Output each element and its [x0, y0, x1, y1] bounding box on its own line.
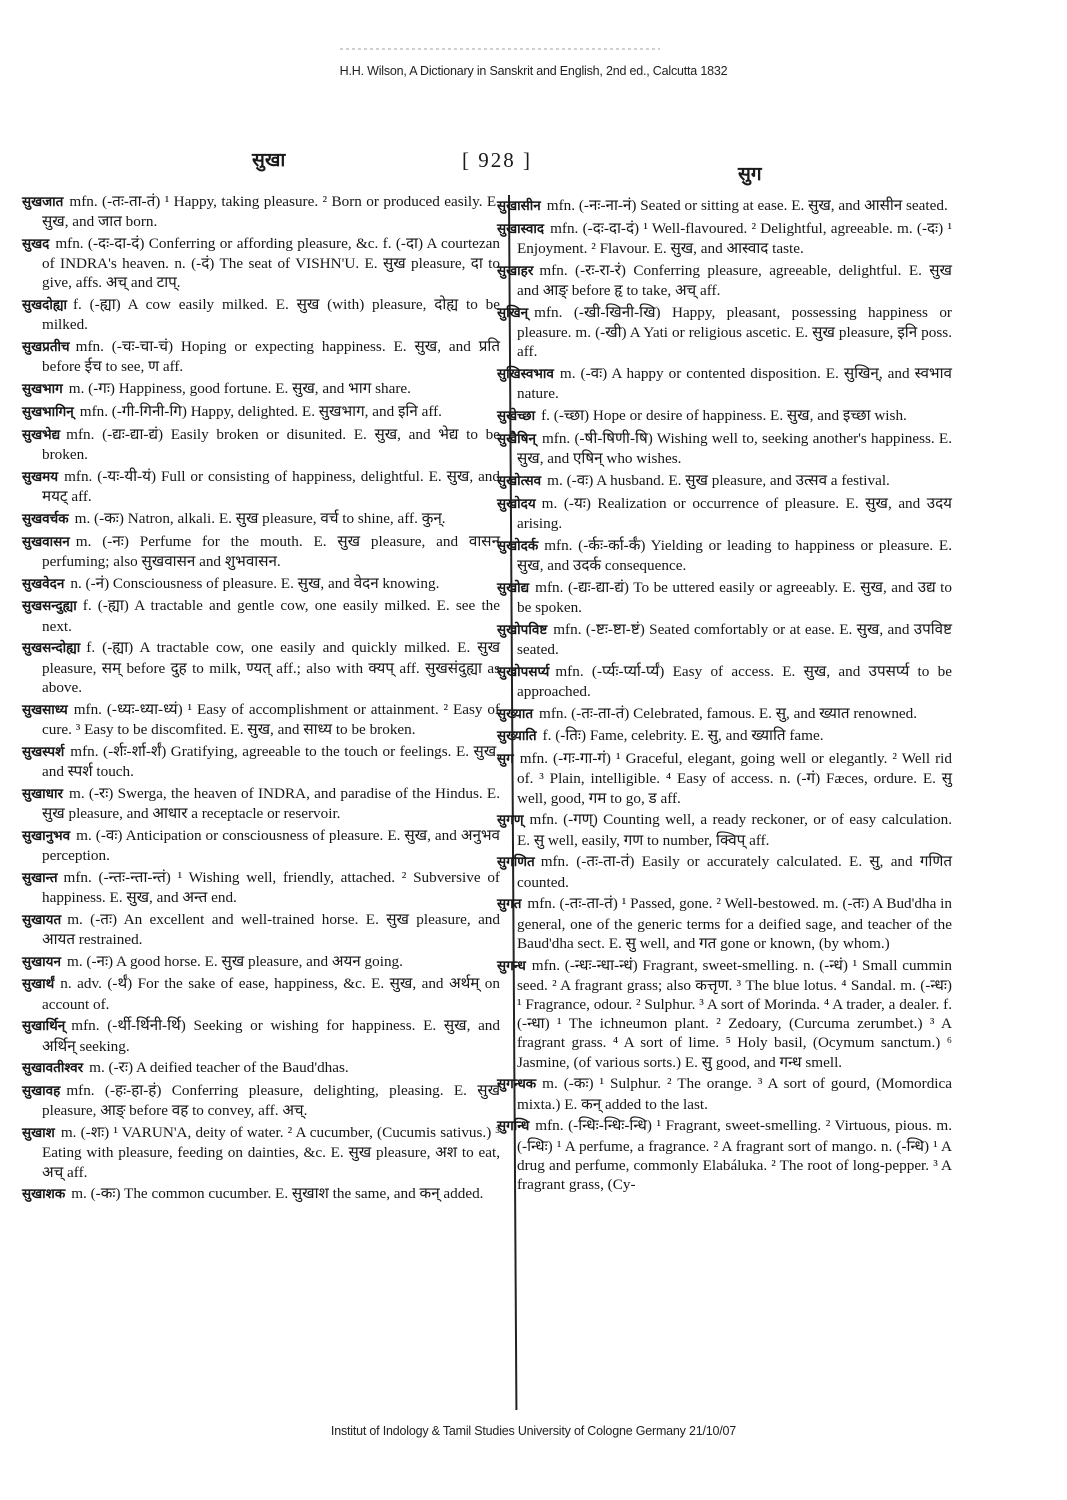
entry-definition: mfn. (-नः-ना-नं) Seated or sitting at ease. E. सुख, and आसीन seated. [546, 197, 948, 214]
entry-headword: सुखभेद्य [22, 426, 61, 443]
entry-definition: f. (-ह्या) A tractable cow, one easily and quickly milked. E. सुख pleasure, सम् before दुह to milk, ण्यत् aff.; also with क्यप् aff. सुखसंदुह्या as above. [42, 639, 500, 696]
running-head-left: सुखा [252, 149, 286, 171]
entry-headword: सुखेच्छा [497, 408, 536, 424]
entry-headword: सुख्यात [497, 705, 534, 722]
dictionary-entry [22, 974, 500, 1013]
entry-headword: सुगन्धि [497, 1118, 530, 1135]
dictionary-entry [497, 219, 952, 258]
entry-definition: m. (-रः) Swerga, the heaven of INDRA, and paradise of the Hindus. E. सुख pleasure, and आधार a receptacle or reservoir. [42, 784, 500, 822]
entry-definition: n. (-नं) Consciousness of pleasure. E. सुख, and वेदन knowing. [70, 574, 440, 592]
entry-definition: mfn. (-गी-गिनी-गि) Happy, delighted. E. सुखभाग, and इनि aff. [79, 403, 442, 420]
dictionary-entry [22, 952, 500, 972]
dictionary-entry [22, 337, 500, 376]
entry-headword: सुगणित [497, 854, 535, 871]
entry-definition: mfn. (-यः-यी-यं) Full or consisting of happiness, delightful. E. सुख, and मयट् aff. [42, 467, 500, 505]
dictionary-entry [497, 1074, 952, 1113]
entry-headword: सुखवासन [22, 533, 70, 550]
dictionary-entry [22, 234, 500, 293]
dictionary-entry [497, 494, 952, 533]
dictionary-entry [22, 638, 500, 697]
entry-headword: सुखिस्वभाव [497, 366, 554, 382]
entry-definition: mfn. (-तः-ता-तं) Easily or accurately calculated. E. सु, and गणित counted. [517, 853, 952, 891]
entry-definition: f. (-तिः) Fame, celebrity. E. सु, and ख्याति fame. [542, 727, 824, 745]
entry-headword: सुखाधार [22, 785, 63, 802]
dictionary-entry [497, 471, 952, 491]
dictionary-entry [22, 295, 500, 334]
entry-definition: mfn. (-र्थी-र्थिनी-र्थि) Seeking or wishing for happiness. E. सुख, and अर्थिन् seeking. [42, 1017, 500, 1055]
dictionary-entry [497, 364, 952, 403]
dictionary-entry [497, 810, 952, 849]
entry-headword: सुखास्वाद [497, 220, 545, 237]
entry-definition: m. (-वः) A happy or contented disposition. E. सुखिन्, and स्वभाव nature. [517, 365, 952, 403]
entry-definition: f. (-च्छा) Hope or desire of happiness. E. सुख, and इच्छा wish. [541, 407, 907, 424]
source-footer: Institut of Indology & Tamil Studies University of Cologne Germany 21/10/07 [330, 1424, 737, 1438]
dictionary-entry [22, 700, 500, 739]
dictionary-entry [22, 425, 500, 464]
entry-headword: सुखान्त [22, 869, 58, 886]
dictionary-entry [497, 749, 952, 808]
entry-definition: m. (-तः) An excellent and well-trained horse. E. सुख pleasure, and आयत restrained. [42, 910, 500, 948]
dictionary-entry [497, 894, 952, 953]
dictionary-entry [22, 1016, 500, 1055]
entry-definition: mfn. (-न्तः-न्ता-न्तं) ¹ Wishing well, friendly, attached. ² Subversive of happiness. E. सुख, and अन्त end. [42, 868, 500, 906]
entry-headword: सुखजात [22, 194, 64, 210]
dictionary-entry [497, 956, 952, 1072]
entry-definition: mfn. (-दः-दा-दं) Conferring or affording pleasure, &c. f. (-दा) A courtezan of INDRA's heaven. n. (-दं) The seat of VISHN'U. E. सुख pleasure, दा to give, affs. अच् and टाप्. [42, 235, 500, 292]
entry-headword: सुखावह [22, 1083, 61, 1100]
dictionary-entry [497, 536, 952, 575]
entry-definition: m. (-कः) The common cucumber. E. सुखाश the same, and कन् added. [71, 1185, 484, 1203]
entry-headword: सुखोपविष्ट [497, 621, 548, 638]
entry-headword: सुखसाध्य [22, 701, 68, 718]
entry-headword: सुखायत [22, 911, 62, 928]
dictionary-entry [22, 402, 500, 422]
entry-headword: सुखभागिन् [22, 404, 74, 420]
entry-definition: mfn. (-ध्यः-ध्या-ध्यं) ¹ Easy of accomplishment or attainment. ² Easy of cure. ³ Easy to be discomfited. E. सुख, and साध्य to be broken. [42, 700, 500, 738]
source-header: H.H. Wilson, A Dictionary in Sanskrit and English, 2nd ed., Calcutta 1832 [339, 64, 728, 78]
entry-headword: सुगत [497, 896, 522, 913]
entry-definition: m. (-कः) Natron, alkali. E. सुख pleasure, वर्च to shine, aff. कुन्. [74, 509, 446, 527]
entry-headword: सुखद [22, 236, 50, 252]
entry-definition: m. (-शः) ¹ VARUN'A, deity of water. ² A cucumber, (Cucumis sativus.) ³ Eating with pleasure, feeding on dainties, &c. E. सुख pleasure, अश to eat, अच् aff. [42, 1124, 500, 1181]
scan-artifact [340, 48, 660, 50]
entry-headword: सुखस्पर्श [22, 743, 65, 760]
entry-headword: सुखोपसर्प्य [497, 663, 550, 680]
entry-definition: mfn. (-ष्टः-ष्टा-ष्टं) Seated comfortably or at ease. E. सुख, and उपविष्ट seated. [517, 620, 952, 658]
dictionary-entry [22, 379, 500, 399]
entry-definition: n. adv. (-र्थं) For the sake of ease, happiness, &c. E. सुख, and अर्थम् on account of. [42, 975, 500, 1013]
dictionary-entry [22, 596, 500, 635]
entry-headword: सुखसन्दुह्या [22, 598, 77, 615]
entry-headword: सुखवेदन [22, 575, 65, 592]
entry-headword: सुगन्ध [497, 957, 526, 974]
entry-definition: mfn. (-गः-गा-गं) ¹ Graceful, elegant, going well or elegantly. ² Well rid of. ³ Plain, intelligible. ⁴ Easy of access. n. (-गं) Fæces, ordure. E. सु well, good, गम to go, ड aff. [517, 750, 952, 807]
entry-definition: mfn. (-दः-दा-दं) ¹ Well-flavoured. ² Delightful, agreeable. m. (-दः) ¹ Enjoyment. ² Flavour. E. सुख, and आस्वाद taste. [517, 219, 952, 257]
entry-headword: सुखोद्य [497, 579, 530, 596]
dictionary-entry [497, 196, 952, 216]
dictionary-entry [22, 784, 500, 823]
entry-definition: mfn. (-न्धिः-न्धिः-न्धि) ¹ Fragrant, sweet-smelling. ² Virtuous, pious. m. (-न्धिः) ¹ A perfume, a fragrance. ² A fragrant sort of mango. n. (-न्धि) ¹ A drug and perfume, commonly Elabáluka. ² The root of long-pepper. ³ A fragrant grass, (Cy- [517, 1117, 952, 1194]
entry-definition: mfn. (-चः-चा-चं) Hoping or expecting happiness. E. सुख, and प्रति before ईच to see, ण aff. [42, 338, 500, 376]
entry-definition: m. (-कः) ¹ Sulphur. ² The orange. ³ A sort of gourd, (Momordica mixta.) E. कन् added to the last. [517, 1075, 952, 1113]
entry-headword: सुखदोह्या [22, 297, 67, 314]
dictionary-entry [22, 509, 500, 529]
entry-definition: mfn. (-न्धः-न्धा-न्धं) Fragrant, sweet-smelling. n. (-न्धं) ¹ Small cummin seed. ² A fragrant grass; also कत्तृण. ³ The blue lotus. ⁴ Sandal. m. (-न्धः) ¹ Fragrance, odour. ² Sulphur. ³ A sort of Morinda. ⁴ A trader, a dealer. f. (-न्धा) ¹ The ichneumon plant. ² Zedoary, (Curcuma zerumbet.) ³ A fragrant grass. ⁴ A sort of lime. ⁵ Holy basil, (Ocymum sanctum.) ⁶ Jasmine, (of various sorts.) E. सु good, and गन्ध smell. [517, 956, 952, 1071]
dictionary-entry [22, 910, 500, 949]
entry-definition: m. (-वः) A husband. E. सुख pleasure, and उत्सव a festival. [547, 471, 890, 489]
entry-definition: m. (-वः) Anticipation or consciousness of pleasure. E. सुख, and अनुभव perception. [42, 826, 500, 864]
dictionary-entry [497, 429, 952, 468]
dictionary-entry [22, 192, 500, 231]
dictionary-entry [22, 574, 500, 594]
entry-definition: mfn. (-गण्) Counting well, a ready reckoner, or of easy calculation. E. सु well, easily, गण to number, क्विप् aff. [517, 811, 952, 849]
dictionary-entry [22, 532, 500, 571]
entry-headword: सुगण् [497, 812, 524, 829]
running-head-right: सुग [738, 163, 762, 185]
entry-definition: mfn. (-द्यः-द्या-द्यं) Easily broken or disunited. E. सुख, and भेद्य to be broken. [42, 425, 500, 463]
entry-definition: mfn. (-षी-षिणी-षि) Wishing well to, seeking another's happiness. E. सुख, and एषिन् who wishes. [517, 429, 952, 467]
dictionary-entry [22, 1058, 500, 1078]
entry-headword: सुख्याति [497, 728, 537, 745]
entry-definition: mfn. (-द्यः-द्या-द्यं) To be uttered easily or agreeably. E. सुख, and उद्य to be spoken. [517, 578, 952, 616]
dictionary-entry [497, 261, 952, 300]
dictionary-entry [497, 704, 952, 724]
entry-definition: mfn. (-हः-हा-हं) Conferring pleasure, delighting, pleasing. E. सुख pleasure, आङ् before वह to convey, aff. अच्. [42, 1082, 500, 1120]
dictionary-entry [497, 406, 952, 426]
entry-definition: m. (-रः) A deified teacher of the Baud'dhas. [89, 1059, 349, 1077]
dictionary-entry [22, 868, 500, 907]
entry-headword: सुखाशक [22, 1186, 66, 1203]
dictionary-entry [22, 742, 500, 781]
dictionary-entry [22, 467, 500, 506]
entry-headword: सुखमय [22, 468, 59, 485]
entry-headword: सुखानुभव [22, 827, 71, 844]
entry-definition: mfn. (-तः-ता-तं) ¹ Passed, gone. ² Well-bestowed. m. (-तः) A Bud'dha in general, one of the generic terms for a deified sage, and teacher of the Baud'dha sect. E. सु well, and गत gone or known, (by whom.) [517, 895, 952, 952]
dictionary-entry [497, 620, 952, 659]
entry-definition: mfn. (-र्कः-र्का-र्कं) Yielding or leading to happiness or pleasure. E. सुख, and उदर्क consequence. [517, 536, 952, 574]
entry-definition: m. (-गः) Happiness, good fortune. E. सुख, and भाग share. [68, 380, 411, 398]
entry-headword: सुखिन् [497, 304, 529, 321]
entry-headword: सुग [497, 751, 514, 768]
entry-headword: सुखवर्चक [22, 510, 69, 527]
entry-definition: mfn. (-तः-ता-तं) Celebrated, famous. E. सु, and ख्यात renowned. [539, 704, 918, 722]
entry-definition: mfn. (-र्शः-र्शा-र्शं) Gratifying, agreeable to the touch or feelings. E. सुख, and स्पर्श touch. [42, 742, 500, 780]
entry-definition: mfn. (-र्प्यः-र्प्या-र्प्यं) Easy of access. E. सुख, and उपसर्प्य to be approached. [517, 662, 952, 700]
entry-headword: सुगन्धक [497, 1076, 537, 1093]
dictionary-entry [22, 1081, 500, 1120]
dictionary-entry [22, 1123, 500, 1182]
entry-headword: सुखोत्सव [497, 472, 542, 489]
entry-headword: सुखोदर्क [497, 537, 539, 554]
entry-definition: mfn. (-तः-ता-तं) ¹ Happy, taking pleasure. ² Born or produced easily. E. सुख, and जात born. [42, 193, 500, 231]
entry-headword: सुखोदय [497, 495, 536, 512]
dictionary-entry [497, 1116, 952, 1194]
entry-headword: सुखावतीश्वर [22, 1060, 84, 1077]
dictionary-entry [22, 826, 500, 865]
entry-definition: m. (-नः) Perfume for the mouth. E. सुख pleasure, and वासन perfuming; also सुखवासन and शुभवासन. [42, 532, 500, 570]
entry-headword: सुखार्थिन् [22, 1018, 66, 1035]
entry-definition: mfn. (-रः-रा-रं) Conferring pleasure, agreeable, delightful. E. सुख and आङ् before हृ to take, अच् aff. [517, 261, 952, 299]
right-column [497, 196, 952, 1197]
page-number: [ 928 ] [462, 148, 532, 172]
entry-headword: सुखासीन [497, 198, 541, 214]
entry-definition: m. (-यः) Realization or occurrence of pleasure. E. सुख, and उदय arising. [517, 494, 952, 532]
dictionary-entry [497, 662, 952, 701]
dictionary-entry [497, 852, 952, 891]
entry-headword: सुखाहर [497, 262, 534, 279]
entry-definition: mfn. (-खी-खिनी-खि) Happy, pleasant, possessing happiness or pleasure. m. (-खी) A Yati or religious ascetic. E. सुख pleasure, इनि poss. aff. [517, 303, 952, 361]
dictionary-entry [497, 303, 952, 362]
entry-definition: f. (-ह्या) A cow easily milked. E. सुख (with) pleasure, दोह्य to be milked. [42, 296, 500, 334]
entry-headword: सुखैषिन् [497, 430, 536, 447]
entry-headword: सुखाश [22, 1125, 55, 1142]
entry-headword: सुखायन [22, 953, 61, 970]
entry-headword: सुखार्थं [22, 976, 55, 993]
left-column [22, 192, 500, 1207]
dictionary-entry [497, 578, 952, 617]
entry-headword: सुखसन्दोह्या [22, 640, 81, 657]
entry-headword: सुखप्रतीच [22, 339, 70, 356]
dictionary-entry [497, 726, 952, 746]
dictionary-entry [22, 1184, 500, 1204]
entry-definition: f. (-ह्या) A tractable and gentle cow, one easily milked. E. see the next. [42, 597, 500, 635]
entry-headword: सुखभाग [22, 381, 63, 398]
entry-definition: m. (-नः) A good horse. E. सुख pleasure, and अयन going. [67, 952, 403, 970]
